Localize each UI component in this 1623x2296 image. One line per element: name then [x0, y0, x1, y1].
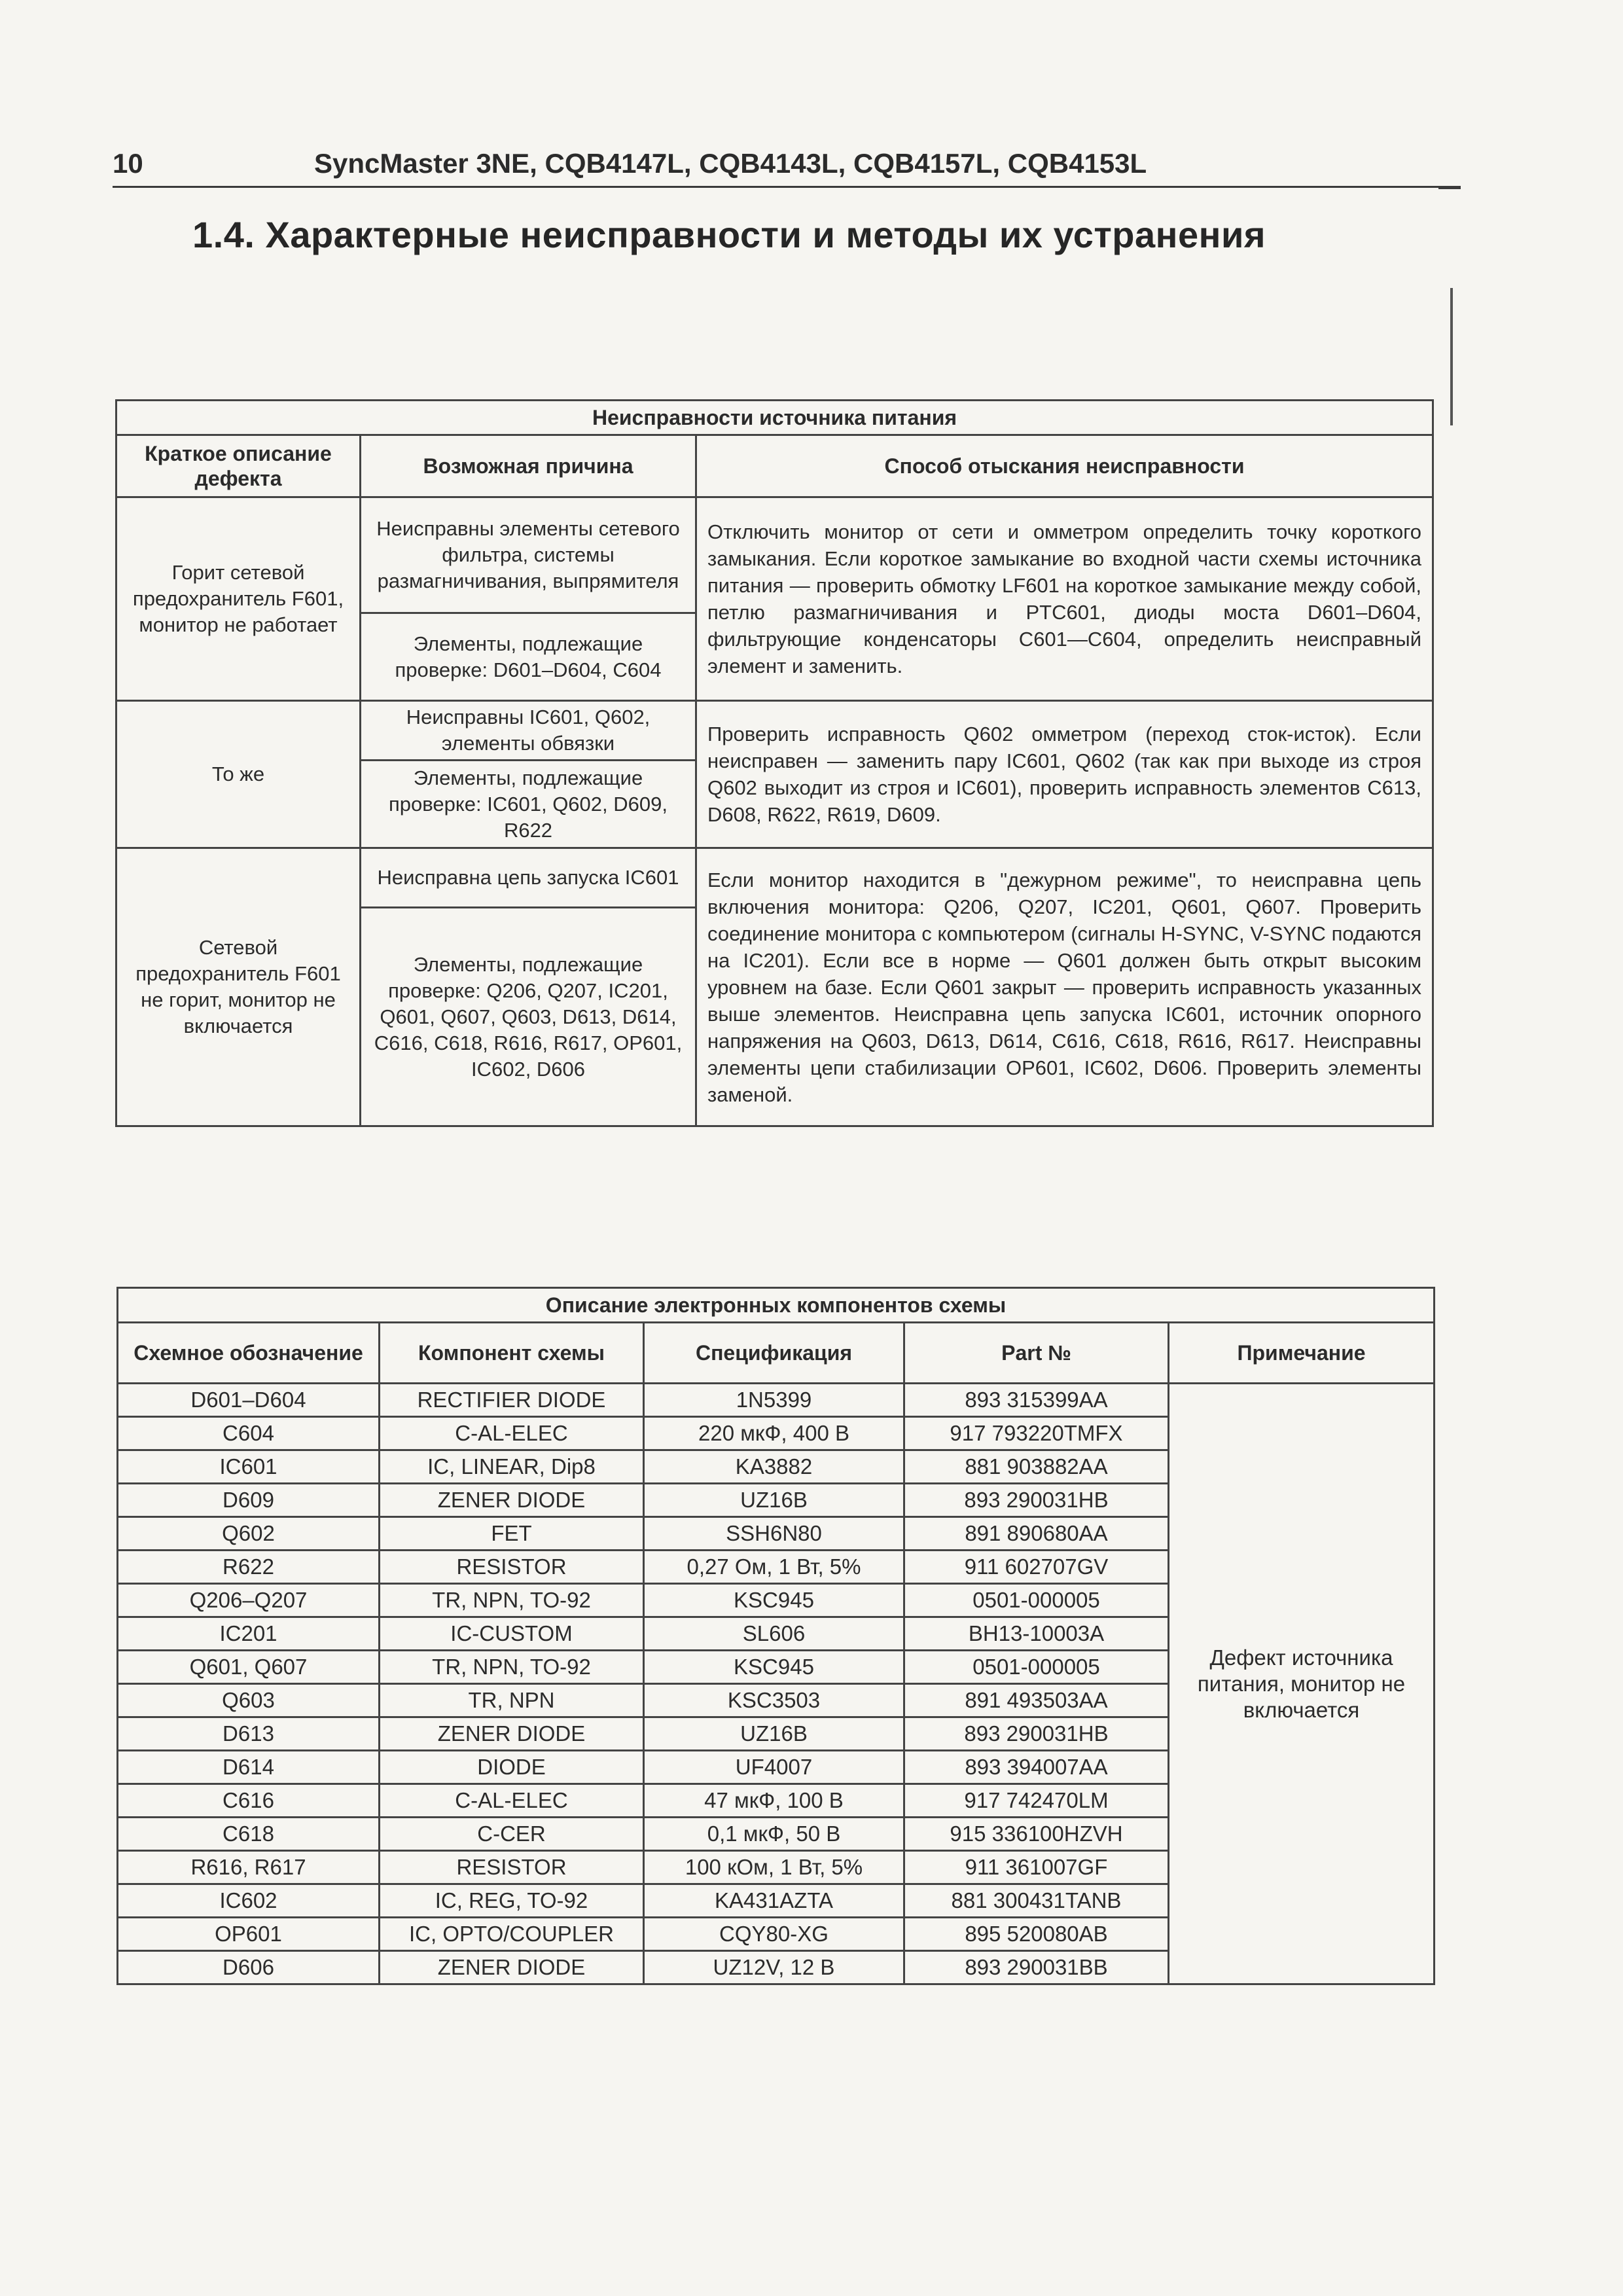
- spec-cell: SSH6N80: [644, 1517, 904, 1551]
- designator-cell: IC601: [118, 1450, 380, 1484]
- spec-cell: 0,1 мкФ, 50 В: [644, 1818, 904, 1851]
- component-cell: RESISTOR: [380, 1851, 644, 1884]
- book-title: SyncMaster 3NE, CQB4147L, CQB4143L, CQB4157L, CQB4153L: [314, 148, 1147, 179]
- designator-cell: C604: [118, 1417, 380, 1450]
- section-title: 1.4. Характерные неисправности и методы их устранения: [192, 214, 1266, 255]
- column-header: Примечание: [1169, 1323, 1435, 1384]
- component-cell: IC, OPTO/COUPLER: [380, 1918, 644, 1951]
- part-number-cell: 893 315399AA: [904, 1384, 1169, 1417]
- spec-cell: UF4007: [644, 1751, 904, 1784]
- faults-table-caption: Неисправности источника питания: [116, 401, 1433, 435]
- part-number-cell: 891 890680AA: [904, 1517, 1169, 1551]
- page-number: 10: [113, 148, 143, 179]
- designator-cell: Q603: [118, 1684, 380, 1717]
- defect-cell: Сетевой предохранитель F601 не горит, монитор не включается: [116, 848, 361, 1126]
- part-number-cell: 0501-000005: [904, 1584, 1169, 1617]
- method-cell: Проверить исправность Q602 омметром (переход сток-исток). Если неисправен — заменить пару IC601, Q602 (так как при выходе из строя Q602 выходит из строя и IC601), проверить исправность элементов C613, D608, R622, R619, D609.: [696, 701, 1433, 848]
- designator-cell: D614: [118, 1751, 380, 1784]
- designator-cell: R616, R617: [118, 1851, 380, 1884]
- cause-cell: Неисправна цепь запуска IC601: [361, 848, 696, 908]
- column-header: Part №: [904, 1323, 1169, 1384]
- component-cell: RECTIFIER DIODE: [380, 1384, 644, 1417]
- component-cell: TR, NPN: [380, 1684, 644, 1717]
- margin-line: [1450, 288, 1453, 425]
- defect-cell: Горит сетевой предохранитель F601, монитор не работает: [116, 497, 361, 701]
- cause-cell: Элементы, подлежащие проверке: Q206, Q207, IC201, Q601, Q607, Q603, D613, D614, C616, C618, R616, R617, OP601, IC602, D606: [361, 908, 696, 1126]
- part-number-cell: 893 290031HB: [904, 1717, 1169, 1751]
- designator-cell: D601–D604: [118, 1384, 380, 1417]
- column-header: Схемное обозначение: [118, 1323, 380, 1384]
- component-cell: C-AL-ELEC: [380, 1784, 644, 1818]
- method-cell: Отключить монитор от сети и омметром определить точку короткого замыкания. Если короткое замыкание во входной части схемы источника питания — проверить обмотку LF601 на короткое замыкание между собой, петлю размагничивания и PTC601, диоды моста D601–D604, фильтрующие конденсаторы C601—C604, определить неисправный элемент и заменить.: [696, 497, 1433, 701]
- faults-table: [115, 399, 1434, 1127]
- part-number-cell: 891 493503AA: [904, 1684, 1169, 1717]
- part-number-cell: 911 602707GV: [904, 1551, 1169, 1584]
- part-number-cell: 893 394007AA: [904, 1751, 1169, 1784]
- component-cell: IC, LINEAR, Dip8: [380, 1450, 644, 1484]
- spec-cell: 1N5399: [644, 1384, 904, 1417]
- spec-cell: SL606: [644, 1617, 904, 1651]
- designator-cell: Q206–Q207: [118, 1584, 380, 1617]
- part-number-cell: 915 336100HZVH: [904, 1818, 1169, 1851]
- spec-cell: KA3882: [644, 1450, 904, 1484]
- column-header: Спецификация: [644, 1323, 904, 1384]
- part-number-cell: 917 742470LM: [904, 1784, 1169, 1818]
- components-table-caption: Описание электронных компонентов схемы: [118, 1288, 1435, 1323]
- spec-cell: KSC945: [644, 1584, 904, 1617]
- column-header: Возможная причина: [361, 435, 696, 497]
- page-header: [113, 145, 1461, 188]
- spec-cell: UZ16B: [644, 1484, 904, 1517]
- designator-cell: IC602: [118, 1884, 380, 1918]
- part-number-cell: 881 300431TANB: [904, 1884, 1169, 1918]
- part-number-cell: 895 520080AB: [904, 1918, 1169, 1951]
- component-cell: FET: [380, 1517, 644, 1551]
- note-cell: Дефект источника питания, монитор не включается: [1169, 1384, 1435, 1984]
- defect-cell: То же: [116, 701, 361, 848]
- part-number-cell: 0501-000005: [904, 1651, 1169, 1684]
- spec-cell: KSC945: [644, 1651, 904, 1684]
- component-cell: RESISTOR: [380, 1551, 644, 1584]
- cause-cell: Неисправны элементы сетевого фильтра, системы размагничивания, выпрямителя: [361, 497, 696, 613]
- component-cell: DIODE: [380, 1751, 644, 1784]
- part-number-cell: 893 290031HB: [904, 1484, 1169, 1517]
- spec-cell: 47 мкФ, 100 В: [644, 1784, 904, 1818]
- part-number-cell: 911 361007GF: [904, 1851, 1169, 1884]
- column-header: Краткое описание дефекта: [116, 435, 361, 497]
- column-header: Компонент схемы: [380, 1323, 644, 1384]
- component-cell: ZENER DIODE: [380, 1717, 644, 1751]
- table-row: [118, 1384, 1435, 1417]
- cause-cell: Неисправны IC601, Q602, элементы обвязки: [361, 701, 696, 761]
- spec-cell: 0,27 Ом, 1 Вт, 5%: [644, 1551, 904, 1584]
- header-rule-dash: [1438, 187, 1461, 189]
- designator-cell: R622: [118, 1551, 380, 1584]
- designator-cell: D606: [118, 1951, 380, 1984]
- spec-cell: KSC3503: [644, 1684, 904, 1717]
- component-cell: TR, NPN, TO-92: [380, 1651, 644, 1684]
- designator-cell: C616: [118, 1784, 380, 1818]
- component-cell: ZENER DIODE: [380, 1951, 644, 1984]
- spec-cell: 220 мкФ, 400 В: [644, 1417, 904, 1450]
- designator-cell: IC201: [118, 1617, 380, 1651]
- part-number-cell: 917 793220TMFX: [904, 1417, 1169, 1450]
- component-cell: IC-CUSTOM: [380, 1617, 644, 1651]
- column-header: Способ отыскания неисправности: [696, 435, 1433, 497]
- part-number-cell: 893 290031BB: [904, 1951, 1169, 1984]
- component-cell: IC, REG, TO-92: [380, 1884, 644, 1918]
- designator-cell: C618: [118, 1818, 380, 1851]
- component-cell: TR, NPN, TO-92: [380, 1584, 644, 1617]
- designator-cell: Q601, Q607: [118, 1651, 380, 1684]
- spec-cell: KA431AZTA: [644, 1884, 904, 1918]
- designator-cell: Q602: [118, 1517, 380, 1551]
- cause-cell: Элементы, подлежащие проверке: D601–D604, C604: [361, 613, 696, 701]
- method-cell: Если монитор находится в "дежурном режиме", то неисправна цепь включения монитора: Q206, Q207, IC201, Q601, Q607. Проверить соединение монитора с компьютером (сигналы H-SYNC, V-SYNC подаются на IC201). Если все в норме — Q601 должен быть открыт высоким уровнем на базе. Если Q601 закрыт — проверить исправность указанных выше элементов. Неисправна цепь запуска IC601, источник опорного напряжения на Q603, D613, D614, C616, C618, R616, R617. Неисправны элементы цепи стабилизации OP601, IC602, D606. Проверить элементы заменой.: [696, 848, 1433, 1126]
- spec-cell: 100 кОм, 1 Вт, 5%: [644, 1851, 904, 1884]
- component-cell: ZENER DIODE: [380, 1484, 644, 1517]
- component-cell: C-AL-ELEC: [380, 1417, 644, 1450]
- components-table: [116, 1287, 1435, 1985]
- spec-cell: UZ12V, 12 В: [644, 1951, 904, 1984]
- designator-cell: OP601: [118, 1918, 380, 1951]
- spec-cell: UZ16B: [644, 1717, 904, 1751]
- part-number-cell: BH13-10003A: [904, 1617, 1169, 1651]
- designator-cell: D613: [118, 1717, 380, 1751]
- part-number-cell: 881 903882AA: [904, 1450, 1169, 1484]
- spec-cell: CQY80-XG: [644, 1918, 904, 1951]
- components-body: [118, 1384, 1435, 1984]
- designator-cell: D609: [118, 1484, 380, 1517]
- component-cell: C-CER: [380, 1818, 644, 1851]
- cause-cell: Элементы, подлежащие проверке: IC601, Q602, D609, R622: [361, 761, 696, 848]
